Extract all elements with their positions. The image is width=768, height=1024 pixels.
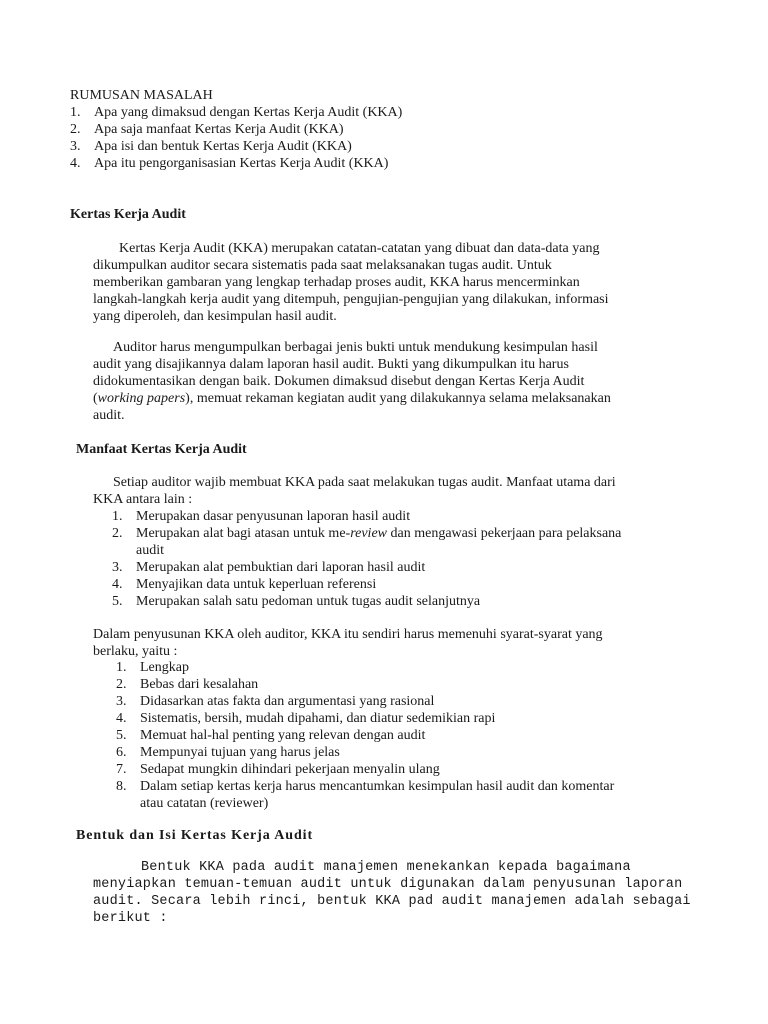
list-item: 7. Sedapat mungkin dihindari pekerjaan menyalin ulang: [116, 762, 440, 777]
list-item: 4. Apa itu pengorganisasian Kertas Kerja Audit (KKA): [70, 156, 389, 171]
rumusan-masalah: [70, 87, 402, 172]
list-item: 8. Dalam setiap kertas kerja harus mencantumkan kesimpulan hasil audit dan komentar atau catatan (reviewer): [116, 779, 615, 811]
paragraph-syarat-intro: Dalam penyusunan KKA oleh auditor, KKA itu sendiri harus memenuhi syarat-syarat yang berlaku, yaitu :: [93, 627, 603, 659]
list-item: 1. Apa yang dimaksud dengan Kertas Kerja Audit (KKA): [70, 105, 403, 120]
paragraph-working-papers: Auditor harus mengumpulkan berbagai jenis bukti untuk mendukung kesimpulan hasil audit yang disajikannya dalam laporan hasil audit. Bukti yang dikumpulkan itu harus didokumentasikan dengan baik. Dokumen dimaksud disebut dengan Kertas Kerja Audit (working papers), memuat rekaman kegiatan audit yang dilakukannya selama melaksanakan audit.: [93, 340, 611, 423]
section-heading-manfaat: Manfaat Kertas Kerja Audit: [76, 442, 247, 457]
list-item: 5. Memuat hal-hal penting yang relevan dengan audit: [116, 728, 426, 743]
benefits-list: [112, 508, 621, 610]
list-item: 3. Apa isi dan bentuk Kertas Kerja Audit (KKA): [70, 139, 352, 154]
requirements-list: [116, 659, 614, 812]
list-item: 3. Didasarkan atas fakta dan argumentasi yang rasional: [116, 694, 435, 709]
section-heading-bentuk-isi: Bentuk dan Isi Kertas Kerja Audit: [76, 828, 313, 843]
list-item: 3. Merupakan alat pembuktian dari laporan hasil audit: [112, 560, 426, 575]
list-item: 2. Apa saja manfaat Kertas Kerja Audit (KKA): [70, 122, 344, 137]
list-item: 4. Menyajikan data untuk keperluan referensi: [112, 577, 377, 592]
list-item: 1. Merupakan dasar penyusunan laporan hasil audit: [112, 509, 411, 524]
list-item: 6. Mempunyai tujuan yang harus jelas: [116, 745, 340, 760]
list-item: 4. Sistematis, bersih, mudah dipahami, dan diatur sedemikian rapi: [116, 711, 496, 726]
paragraph-manfaat-intro: Setiap auditor wajib membuat KKA pada saat melakukan tugas audit. Manfaat utama dari KKA antara lain :: [93, 475, 616, 507]
paragraph-bentuk-kka: Bentuk KKA pada audit manajemen menekankan kepada bagaimana menyiapkan temuan-temuan audit untuk digunakan dalam penyusunan laporan audit. Secara lebih rinci, bentuk KKA pad audit manajemen adalah sebagai berikut :: [93, 860, 691, 926]
rumusan-title: RUMUSAN MASALAH: [70, 88, 213, 103]
list-item: 5. Merupakan salah satu pedoman untuk tugas audit selanjutnya: [112, 594, 481, 609]
list-item: 2. Merupakan alat bagi atasan untuk me-review dan mengawasi pekerjaan para pelaksana audit: [112, 526, 622, 558]
section-heading-kertas-kerja-audit: Kertas Kerja Audit: [70, 207, 186, 222]
list-item: 1. Lengkap: [116, 660, 189, 675]
paragraph-kka-definition: Kertas Kerja Audit (KKA) merupakan catatan-catatan yang dibuat dan data-data yang dikumpulkan auditor secara sistematis pada saat melaksanakan tugas audit. Untuk memberikan gambaran yang lengkap terhadap proses audit, KKA harus mencerminkan langkah-langkah kerja audit yang ditempuh, pengujian-pengujian yang dilakukan, informasi yang diperoleh, dan kesimpulan hasil audit.: [93, 241, 609, 324]
list-item: 2. Bebas dari kesalahan: [116, 677, 259, 692]
